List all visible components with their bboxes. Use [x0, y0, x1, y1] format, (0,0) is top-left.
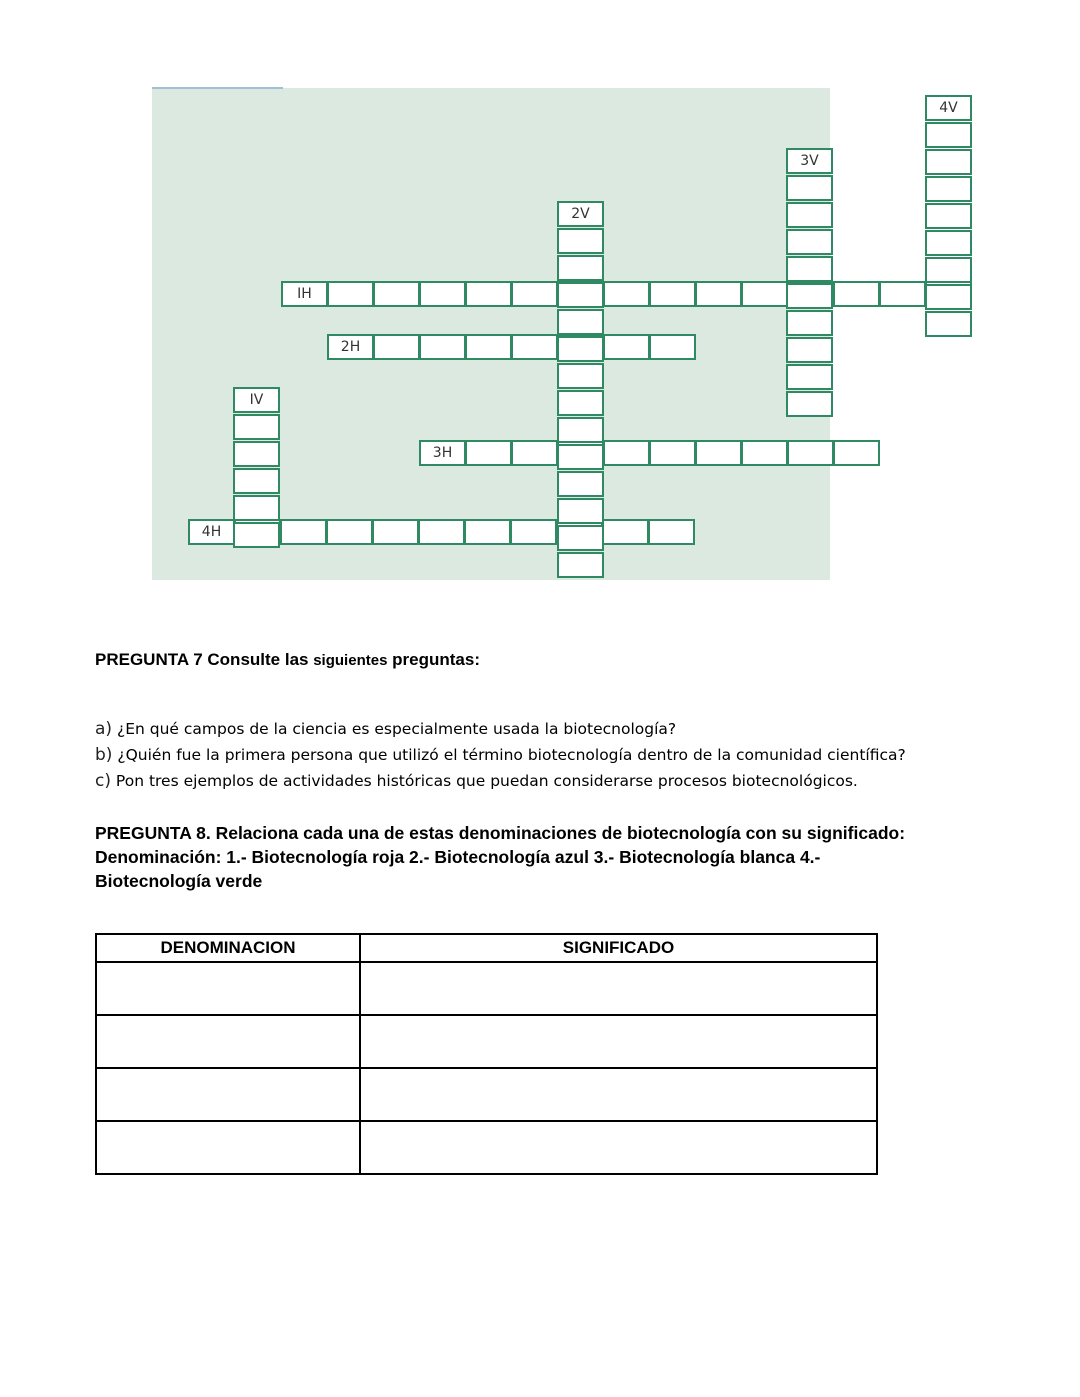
- label-v1: IV: [233, 387, 280, 413]
- crossword-cell[interactable]: [786, 364, 833, 390]
- crossword-cell[interactable]: [557, 255, 604, 281]
- crossword-cell[interactable]: [925, 311, 972, 337]
- match-table: [95, 933, 878, 1175]
- crossword-cell[interactable]: [879, 281, 926, 307]
- label-v3: 3V: [786, 148, 833, 174]
- label-h2: 2H: [327, 334, 374, 360]
- crossword-cell[interactable]: [465, 334, 512, 360]
- table-row: [96, 1068, 877, 1121]
- crossword-cell[interactable]: [786, 202, 833, 228]
- crossword-cell[interactable]: [557, 552, 604, 578]
- crossword-cell[interactable]: [786, 229, 833, 255]
- denominacion-cell[interactable]: [96, 1015, 360, 1068]
- denominacion-cell[interactable]: [96, 1121, 360, 1174]
- crossword-cell[interactable]: [925, 122, 972, 148]
- pregunta-8-line-2: Denominación: 1.- Biotecnología roja 2.- Biotecnología azul 3.- Biotecnología blanca 4.-: [95, 847, 821, 867]
- crossword-cell[interactable]: [557, 228, 604, 254]
- crossword-cell[interactable]: [557, 336, 604, 362]
- pregunta-7-questions: [95, 716, 906, 794]
- crossword-cell[interactable]: [557, 444, 604, 470]
- crossword-cell[interactable]: [603, 334, 650, 360]
- denominacion-cell[interactable]: [96, 1068, 360, 1121]
- crossword-cell[interactable]: [511, 440, 558, 466]
- question-item-a: a) ¿En qué campos de la ciencia es especialmente usada la biotecnología?: [95, 719, 677, 739]
- denominacion-cell[interactable]: [96, 962, 360, 1015]
- crossword-cell[interactable]: [925, 176, 972, 202]
- crossword-cell[interactable]: [648, 519, 695, 545]
- crossword-cell[interactable]: [786, 175, 833, 201]
- crossword-cell[interactable]: [649, 334, 696, 360]
- crossword-cell[interactable]: [510, 519, 557, 545]
- table-row: [96, 962, 877, 1015]
- crossword-cell[interactable]: [326, 519, 373, 545]
- crossword-cell[interactable]: [787, 440, 834, 466]
- crossword-cell[interactable]: [741, 440, 788, 466]
- pregunta-8-text: [95, 821, 1025, 893]
- crossword-cell[interactable]: [233, 522, 280, 548]
- crossword-cell[interactable]: [557, 282, 604, 308]
- crossword-cell[interactable]: [464, 519, 511, 545]
- crossword-cell[interactable]: [833, 440, 880, 466]
- crossword-cell[interactable]: [603, 281, 650, 307]
- table-row: [96, 1015, 877, 1068]
- crossword-cell[interactable]: [233, 468, 280, 494]
- crossword-cell[interactable]: [233, 441, 280, 467]
- crossword-cell[interactable]: [465, 440, 512, 466]
- crossword-cell[interactable]: [373, 281, 420, 307]
- significado-cell[interactable]: [360, 1015, 877, 1068]
- crossword-cell[interactable]: [649, 440, 696, 466]
- significado-cell[interactable]: [360, 962, 877, 1015]
- header-significado: SIGNIFICADO: [360, 934, 877, 962]
- label-h1: IH: [281, 281, 328, 307]
- crossword-cell[interactable]: [786, 256, 833, 282]
- pregunta-7-title: PREGUNTA 7 Consulte las siguientes preguntas:: [95, 650, 480, 669]
- crossword-cell[interactable]: [465, 281, 512, 307]
- crossword-cell[interactable]: [557, 498, 604, 524]
- crossword-cell[interactable]: [327, 281, 374, 307]
- significado-cell[interactable]: [360, 1121, 877, 1174]
- crossword-cell[interactable]: [925, 149, 972, 175]
- crossword-cell[interactable]: [373, 334, 420, 360]
- crossword-cell[interactable]: [511, 334, 558, 360]
- crossword-cell[interactable]: [418, 519, 465, 545]
- crossword-cell[interactable]: [419, 334, 466, 360]
- pregunta-8-line-3: Biotecnología verde: [95, 871, 263, 891]
- pregunta-8-line-1: PREGUNTA 8. Relaciona cada una de estas denominaciones de biotecnología con su significado:: [95, 823, 906, 843]
- crossword-cell[interactable]: [557, 390, 604, 416]
- label-h3: 3H: [419, 440, 466, 466]
- crossword-puzzle: [0, 0, 1080, 600]
- crossword-cell[interactable]: [649, 281, 696, 307]
- crossword-cell[interactable]: [925, 284, 972, 310]
- crossword-cell[interactable]: [786, 283, 833, 309]
- crossword-cell[interactable]: [557, 309, 604, 335]
- crossword-cell[interactable]: [372, 519, 419, 545]
- crossword-cell[interactable]: [786, 391, 833, 417]
- significado-cell[interactable]: [360, 1068, 877, 1121]
- crossword-cell[interactable]: [419, 281, 466, 307]
- crossword-cell[interactable]: [603, 440, 650, 466]
- crossword-cell[interactable]: [741, 281, 788, 307]
- crossword-cell[interactable]: [925, 257, 972, 283]
- crossword-cell[interactable]: [557, 363, 604, 389]
- crossword-cell[interactable]: [695, 281, 742, 307]
- crossword-cell[interactable]: [280, 519, 327, 545]
- question-item-c: c) Pon tres ejemplos de actividades históricas que puedan considerarse procesos biotecnológicos.: [95, 771, 858, 791]
- crossword-cell[interactable]: [786, 337, 833, 363]
- crossword-cell[interactable]: [233, 495, 280, 521]
- crossword-cell[interactable]: [233, 414, 280, 440]
- crossword-cell[interactable]: [557, 525, 604, 551]
- crossword-cell[interactable]: [925, 203, 972, 229]
- header-denominacion: DENOMINACION: [96, 934, 360, 962]
- crossword-cell[interactable]: [511, 281, 558, 307]
- crossword-cell[interactable]: [925, 230, 972, 256]
- label-h4: 4H: [188, 519, 235, 545]
- crossword-top-line: [152, 87, 283, 89]
- table-row: [96, 1121, 877, 1174]
- crossword-cell[interactable]: [557, 417, 604, 443]
- table-header-row: [96, 934, 877, 962]
- label-v4: 4V: [925, 95, 972, 121]
- crossword-cell[interactable]: [557, 471, 604, 497]
- crossword-cell[interactable]: [833, 281, 880, 307]
- question-item-b: b) ¿Quién fue la primera persona que utilizó el término biotecnología dentro de la comunidad científica?: [95, 745, 906, 765]
- crossword-cell[interactable]: [602, 519, 649, 545]
- crossword-cell[interactable]: [695, 440, 742, 466]
- crossword-cell[interactable]: [786, 310, 833, 336]
- label-v2: 2V: [557, 201, 604, 227]
